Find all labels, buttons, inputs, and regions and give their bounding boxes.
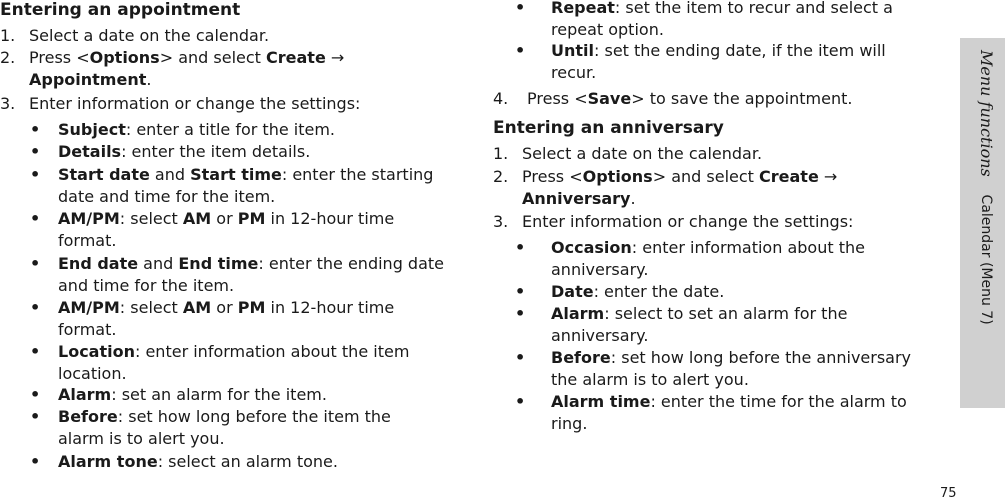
- step-3: 3. Enter information or change the settings:: [0, 94, 361, 113]
- step-2: 2. Press <Options> and select Create → Appointment.: [0, 48, 345, 89]
- section-label: Menu functions: [977, 50, 996, 177]
- page-number: 75: [940, 486, 957, 501]
- arrow-icon: →: [818, 167, 838, 186]
- side-tab-label: [978, 50, 994, 325]
- arrow-icon: →: [325, 48, 345, 67]
- chapter-label: Calendar (Menu 7): [978, 194, 994, 325]
- heading-appointment: Entering an appointment: [0, 0, 241, 20]
- step-1: 1. Select a date on the calendar.: [0, 26, 270, 45]
- heading-anniversary: Entering an anniversary: [493, 118, 724, 138]
